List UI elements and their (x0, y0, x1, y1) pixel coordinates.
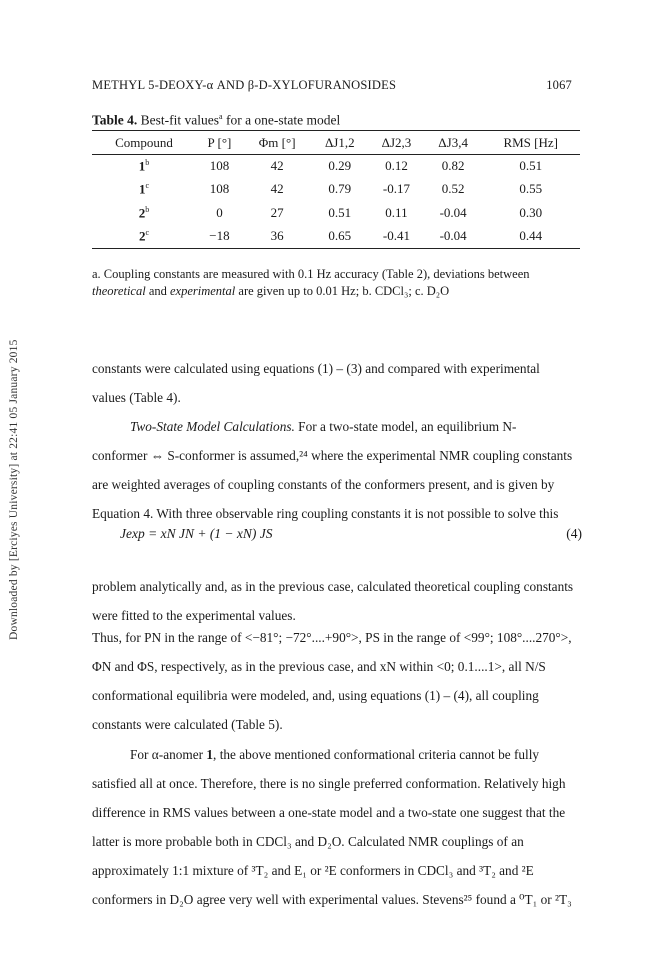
col-compound: Compound (92, 131, 196, 155)
text-line: conformers in D₂O agree very well with experimental values. Stevens²⁵ found a ⁰T₁ or ²T₃ (92, 892, 572, 907)
cell-p: 0 (216, 204, 223, 220)
table-footnote (92, 266, 582, 300)
table-caption-rest: for a one-state model (222, 112, 341, 128)
cell-phi: 42 (270, 181, 284, 197)
text-line: difference in RMS values between a one-state model and a two-state one suggest that the (92, 805, 566, 820)
footnote-line-1: a. Coupling constants are measured with 0.1 Hz accuracy (Table 2), deviations between (92, 267, 530, 281)
page-number: 1067 (546, 78, 572, 92)
cell-rms: 0.51 (519, 158, 543, 174)
text-line: Equation 4. With three observable ring coupling constants it is not possible to solve this (92, 506, 559, 521)
equation-number: (4) (566, 526, 582, 541)
table-row (92, 225, 580, 249)
cell-dj23: -0.17 (382, 181, 410, 197)
compound-sup: b (145, 158, 150, 167)
text-line (92, 740, 582, 769)
cell-dj34: -0.04 (439, 204, 467, 220)
table-row (92, 202, 580, 225)
cell-compound (92, 225, 196, 249)
text-line: constants were calculated using equations (1) – (3) and compared with experimental (92, 361, 540, 376)
text-line: were fitted to the experimental values. (92, 608, 296, 623)
cell-rms: 0.30 (519, 204, 543, 220)
compound-ref: 1 (206, 747, 214, 762)
cell-p: −18 (196, 225, 243, 249)
running-head-title: METHYL 5-DEOXY-α AND β-D-XYLOFURANOSIDES (92, 78, 397, 92)
cell-dj12: 0.51 (328, 204, 352, 220)
cell-phi: 42 (270, 158, 284, 174)
table-caption-text: Best-fit values (137, 112, 220, 128)
table-label: Table 4. (92, 112, 138, 128)
text-line: conformational equilibria were modeled, and, using equations (1) – (4), all coupling (92, 688, 539, 703)
paragraph-1 (92, 354, 582, 412)
col-dj23: ΔJ2,3 (368, 131, 425, 155)
cell-dj23: 0.12 (385, 158, 408, 174)
table-caption (92, 112, 340, 129)
compound-id: 1 (138, 158, 146, 174)
best-fit-table (92, 130, 580, 249)
table-header-row (92, 131, 580, 155)
equation-4 (120, 526, 582, 542)
text-line: problem analytically and, as in the previous case, calculated theoretical coupling constants (92, 579, 574, 594)
cell-phi: 36 (243, 225, 312, 249)
footnote-and: and (145, 284, 170, 298)
text-line: ΦN and ΦS, respectively, as in the previous case, and xN within <0; 0.1....1>, all N/S (92, 659, 546, 674)
cell-dj12: 0.79 (328, 181, 352, 197)
compound-id: 2 (138, 228, 146, 244)
col-rms: RMS [Hz] (481, 131, 580, 155)
equation-expression: Jexp = xN JN + (1 − xN) JS (120, 526, 273, 541)
footnote-theoretical: theoretical (92, 284, 146, 298)
cell-p: 108 (209, 158, 230, 174)
cell-compound (92, 155, 196, 179)
text-line: conformer ⇔ S-conformer is assumed,²⁴ where the experimental NMR coupling constants (92, 448, 573, 463)
text-line: values (Table 4). (92, 390, 181, 405)
cell-dj34: 0.82 (441, 158, 465, 174)
compound-id: 1 (138, 181, 146, 197)
col-p: P [°] (196, 131, 243, 155)
text-line: approximately 1:1 mixture of ³T₂ and E₁ or ²E conformers in CDCl₃ and ³T₂ and ²E (92, 863, 534, 878)
table-row (92, 178, 580, 201)
table-row (92, 155, 580, 179)
cell-p: 108 (209, 181, 230, 197)
table-caption-sup: a (219, 112, 223, 121)
cell-compound (92, 178, 196, 201)
col-dj12: ΔJ1,2 (311, 131, 368, 155)
cell-dj34: -0.04 (425, 225, 482, 249)
cell-rms: 0.44 (481, 225, 580, 249)
text-line (92, 412, 582, 441)
cell-compound (92, 202, 196, 225)
cell-dj34: 0.52 (441, 181, 465, 197)
text-fragment: For α-anomer (130, 747, 207, 762)
cell-dj23: -0.41 (368, 225, 425, 249)
text-line: Thus, for PN in the range of <−81°; −72°....+90°>, PS in the range of <99°; 108°....270°>, (92, 630, 572, 645)
paragraph-3 (92, 572, 582, 630)
compound-sup: c (145, 227, 150, 237)
paragraph-5 (92, 740, 582, 914)
compound-id: 2 (138, 204, 146, 220)
cell-rms: 0.55 (519, 181, 543, 197)
text-fragment: , the above mentioned conformational criteria cannot be fully (213, 747, 540, 762)
cell-dj23: 0.11 (385, 204, 408, 220)
footnote-rest: are given up to 0.01 Hz; b. CDCl₃; c. D₂O (235, 284, 450, 298)
text-fragment: For a two-state model, an equilibrium N- (294, 419, 517, 434)
section-heading: Two-State Model Calculations. (130, 419, 295, 434)
col-phi: Φm [°] (243, 131, 312, 155)
paragraph-4 (92, 623, 582, 739)
text-line: are weighted averages of coupling constants of the conformers present, and is given by (92, 477, 555, 492)
cell-dj12: 0.65 (311, 225, 368, 249)
cell-dj12: 0.29 (328, 158, 352, 174)
compound-sup: c (145, 181, 150, 191)
download-watermark: Downloaded by [Erciyes University] at 22:41 05 January 2015 (8, 339, 20, 641)
compound-sup: b (145, 204, 150, 214)
footnote-experimental: experimental (170, 284, 236, 298)
text-line: constants were calculated (Table 5). (92, 717, 283, 732)
col-dj34: ΔJ3,4 (425, 131, 482, 155)
paragraph-2 (92, 412, 582, 528)
cell-phi: 27 (270, 204, 284, 220)
text-line: latter is more probable both in CDCl₃ and D₂O. Calculated NMR couplings of an (92, 834, 524, 849)
text-line: satisfied all at once. Therefore, there is no single preferred conformation. Relatively high (92, 776, 566, 791)
